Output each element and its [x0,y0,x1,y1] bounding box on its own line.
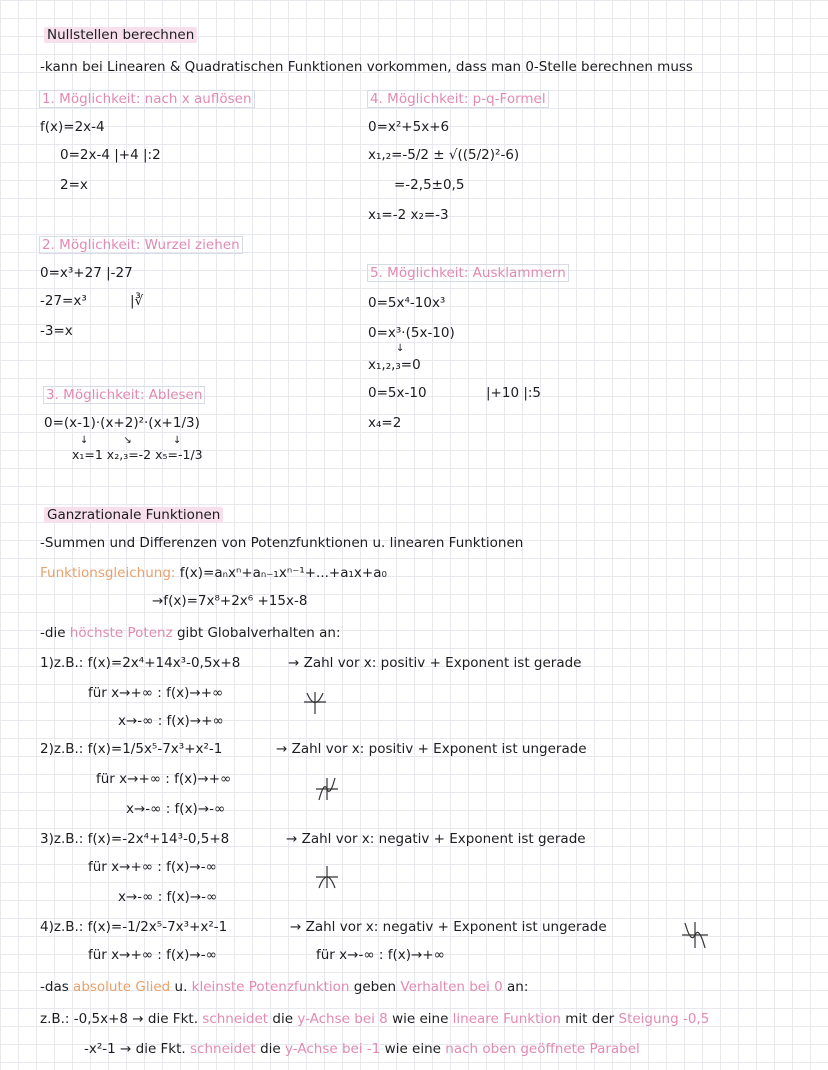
ex2-note: → Zahl vor x: positiv + Exponent ist ungerade [276,741,587,757]
m5-arrow-icon: ↓ [396,343,405,354]
m2-title: 2. Möglichkeit: Wurzel ziehen [42,237,240,253]
m4-line2: x₁,₂=-5/2 ± √((5/2)²-6) [368,147,520,163]
ex3-limit-plus: für x→+∞ : f(x)→-∞ [88,859,217,875]
m3-title: 3. Möglichkeit: Ablesen [46,387,203,403]
m5-line4: 0=5x-10 [368,385,427,401]
ex4-limit-minus: für x→-∞ : f(x)→+∞ [316,947,445,963]
shape-even-positive-icon [302,690,328,716]
ex3-limit-minus: x→-∞ : f(x)→-∞ [118,889,218,905]
hoechste-potenz-line: -die höchste Potenz gibt Globalverhalten an: [40,625,341,641]
shape-even-negative-icon [314,864,340,890]
m2-line3: -3=x [40,323,73,339]
ex1-limit-plus: für x→+∞ : f(x)→+∞ [88,685,224,701]
ganz-definition: -Summen und Differenzen von Potenzfunktionen u. linearen Funktionen [40,535,524,551]
m4-line1: 0=x²+5x+6 [368,119,450,135]
shape-odd-positive-icon [314,776,340,802]
funktionsgleichung-label: Funktionsgleichung: [40,565,176,581]
m3-arrows-icon: ↓ ↘ ↓ [80,435,182,446]
m1-line1: f(x)=2x-4 [40,119,105,135]
shape-odd-negative-icon [680,920,710,950]
m2-line1: 0=x³+27 |-27 [40,265,133,281]
m3-line2: x₁=1 x₂,₃=-2 x₅=-1/3 [72,447,203,462]
m5-line1: 0=5x⁴-10x³ [368,295,446,311]
ex4-note: → Zahl vor x: negativ + Exponent ist ungerade [290,919,607,935]
m4-line4: x₁=-2 x₂=-3 [368,207,449,223]
ex2-limit-minus: x→-∞ : f(x)→-∞ [126,801,226,817]
m1-line2: 0=2x-4 |+4 |:2 [60,147,161,163]
m5-title: 5. Möglichkeit: Ausklammern [370,265,566,281]
m2-line2: -27=x³ [40,293,87,309]
m4-title: 4. Möglichkeit: p-q-Formel [370,91,546,107]
section-title-nullstellen: Nullstellen berechnen [44,26,197,44]
hoechste-potenz-highlight: höchste Potenz [69,625,173,641]
m5-line5: x₄=2 [368,415,402,431]
ex1-note: → Zahl vor x: positiv + Exponent ist gerade [288,655,582,671]
ex4-function: 4)z.B.: f(x)=-1/2x⁵-7x³+x²-1 [40,919,228,935]
m3-line1: 0=(x-1)·(x+2)²·(x+1/3) [44,415,200,431]
section-title-ganzrationale: Ganzrationale Funktionen [44,506,223,524]
ex3-function: 3)z.B.: f(x)=-2x⁴+14³-0,5+8 [40,831,230,847]
zb1-line: z.B.: -0,5x+8 → die Fkt. schneidet die y-Achse bei 8 wie eine lineare Funktion mit der Steigung -0,5 [40,1011,710,1027]
funktionsgleichung [40,564,387,582]
nullstellen-intro: -kann bei Linearen & Quadratischen Funktionen vorkommen, dass man 0-Stelle berechnen muss [40,59,693,75]
m1-title: 1. Möglichkeit: nach x auflösen [42,91,252,107]
ex3-note: → Zahl vor x: negativ + Exponent ist gerade [286,831,586,847]
m2-line2-op: |∛ [130,293,144,309]
m5-line4-op: |+10 |:5 [486,385,542,401]
ex2-limit-plus: für x→+∞ : f(x)→+∞ [96,771,232,787]
m5-line3: x₁,₂,₃=0 [368,357,421,373]
m1-line3: 2=x [60,177,88,193]
absolutes-glied-line: -das absolute Glied u. kleinste Potenzfunktion geben Verhalten bei 0 an: [40,979,529,995]
ex1-function: 1)z.B.: f(x)=2x⁴+14x³-0,5x+8 [40,655,241,671]
m5-line2: 0=x³·(5x-10) [368,325,455,341]
ex2-function: 2)z.B.: f(x)=1/5x⁵-7x³+x²-1 [40,741,223,757]
funktionsgleichung-example: →f(x)=7x⁸+2x⁶ +15x-8 [152,593,308,609]
ex4-limit-plus: für x→+∞ : f(x)→-∞ [88,947,217,963]
m4-line3: =-2,5±0,5 [394,177,465,193]
funktionsgleichung-formula: f(x)=aₙxⁿ+aₙ₋₁xⁿ⁻¹+...+a₁x+a₀ [179,565,387,581]
zb2-line: -x²-1 → die Fkt. schneidet die y-Achse bei -1 wie eine nach oben geöffnete Parabel [84,1041,640,1057]
ex1-limit-minus: x→-∞ : f(x)→+∞ [118,713,224,729]
